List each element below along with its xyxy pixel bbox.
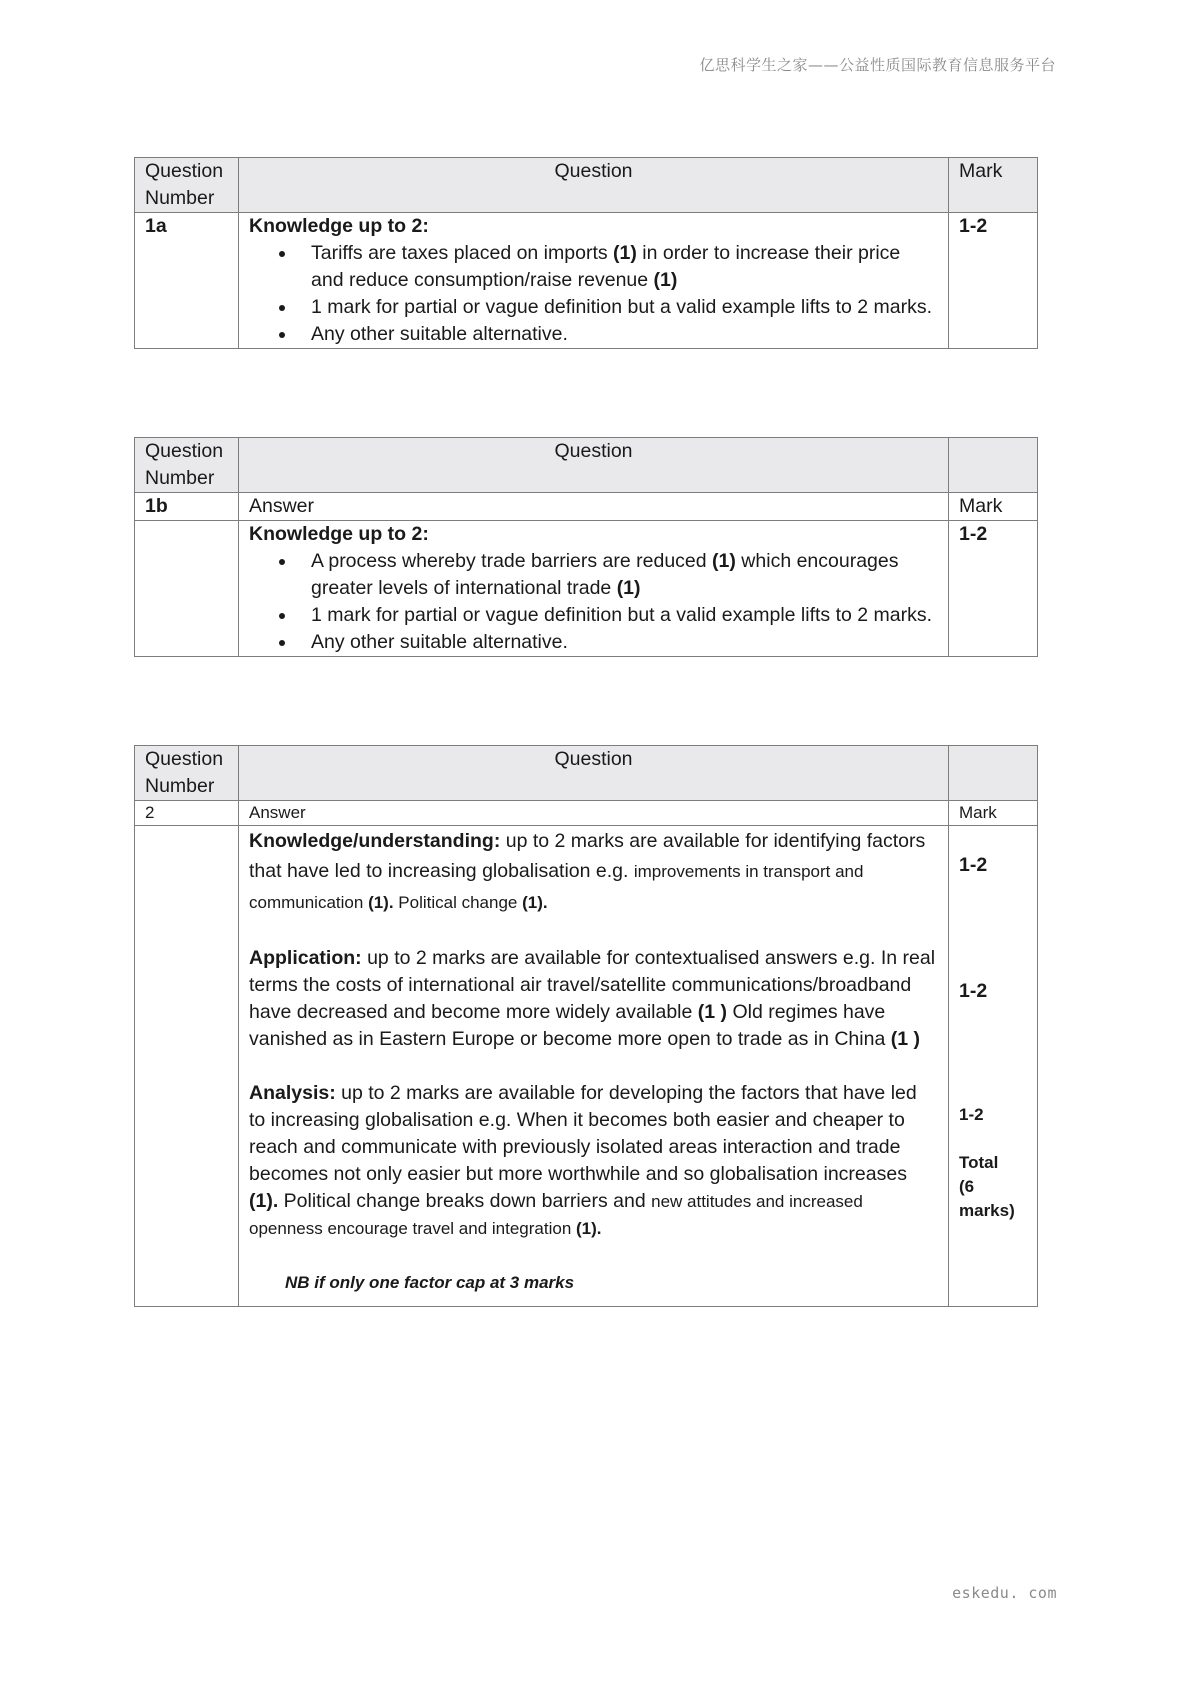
answer-cell [239,826,949,1307]
mark-scheme-table-2 [134,745,1038,1307]
question-number: 1a [135,213,239,349]
mark-label: Mark [949,493,1038,521]
table-row [135,493,1038,521]
list-item: 1 mark for partial or vague definition but a valid example lifts to 2 marks. [311,294,938,321]
col-header-number: Question Number [135,746,239,801]
col-header-mark: Mark [949,158,1038,213]
mark-knowledge: 1-2 [959,854,988,876]
answer-label: Answer [239,801,949,826]
question-number: 2 [135,801,239,826]
answer-label: Answer [239,493,949,521]
site-footer: eskedu. com [952,1584,1057,1602]
list-item: A process whereby trade barriers are reduced (1) which encourages greater levels of international trade (1) [311,548,938,602]
col-header-question: Question [239,158,949,213]
site-header: 亿思科学生之家——公益性质国际教育信息服务平台 [699,56,1056,74]
list-item: 1 mark for partial or vague definition but a valid example lifts to 2 marks. [311,602,938,629]
list-item: Any other suitable alternative. [311,321,938,348]
table-row [135,826,1038,1307]
total-label: Total [959,1153,999,1172]
empty-cell [135,826,239,1307]
col-header-number: Question Number [135,158,239,213]
analysis-paragraph: Analysis: up to 2 marks are available for developing the factors that have led to increasing globalisation e.g. When it becomes both easier and cheaper to reach and communicate with previously isolated areas interaction and trade becomes not only easier but more worthwhile and so globalisation increases (1). Political change breaks down barriers and new attitudes and increased openness encourage travel and integration (1). [249,1082,917,1238]
col-header-number: Question Number [135,438,239,493]
table-header-row [135,438,1038,493]
application-paragraph: Application: up to 2 marks are available for contextualised answers e.g. In real terms the costs of international air travel/satellite communications/broadband have decreased and become more widely available (1 ) Old regimes have vanished as in Eastern Europe or become more open to trade as in China (1 ) [249,947,936,1050]
mark-scheme-table-1a [134,157,1038,349]
list-item: Tariffs are taxes placed on imports (1) in order to increase their price and reduce consumption/raise revenue (1) [311,240,938,294]
knowledge-heading: Knowledge up to 2: [249,523,429,545]
col-header-question: Question [239,746,949,801]
col-header-mark-empty [949,438,1038,493]
table-row [135,801,1038,826]
bullet-list [249,548,938,656]
bullet-list [249,240,938,348]
mark-analysis-total: 1-2 Total (6 marks) [959,1105,1015,1220]
col-header-mark-empty [949,746,1038,801]
empty-cell [135,521,239,657]
knowledge-paragraph: Knowledge/understanding: up to 2 marks are available for identifying factors that have led to increasing globalisation e.g. improvements in transport and communication (1). Political change (1). [249,830,926,912]
mark-label: Mark [949,801,1038,826]
nb-note: NB if only one factor cap at 3 marks [285,1273,575,1292]
col-header-question: Question [239,438,949,493]
list-item: Any other suitable alternative. [311,629,938,656]
marks-column [949,826,1038,1307]
mark-value: 1-2 [949,213,1038,349]
table-row [135,213,1038,349]
table-row [135,521,1038,657]
question-number: 1b [135,493,239,521]
mark-scheme-table-1b [134,437,1038,657]
table-header-row [135,746,1038,801]
answer-cell [239,521,949,657]
knowledge-heading: Knowledge up to 2: [249,215,429,237]
mark-application: 1-2 [959,980,988,1002]
answer-cell [239,213,949,349]
table-header-row [135,158,1038,213]
mark-value: 1-2 [949,521,1038,657]
